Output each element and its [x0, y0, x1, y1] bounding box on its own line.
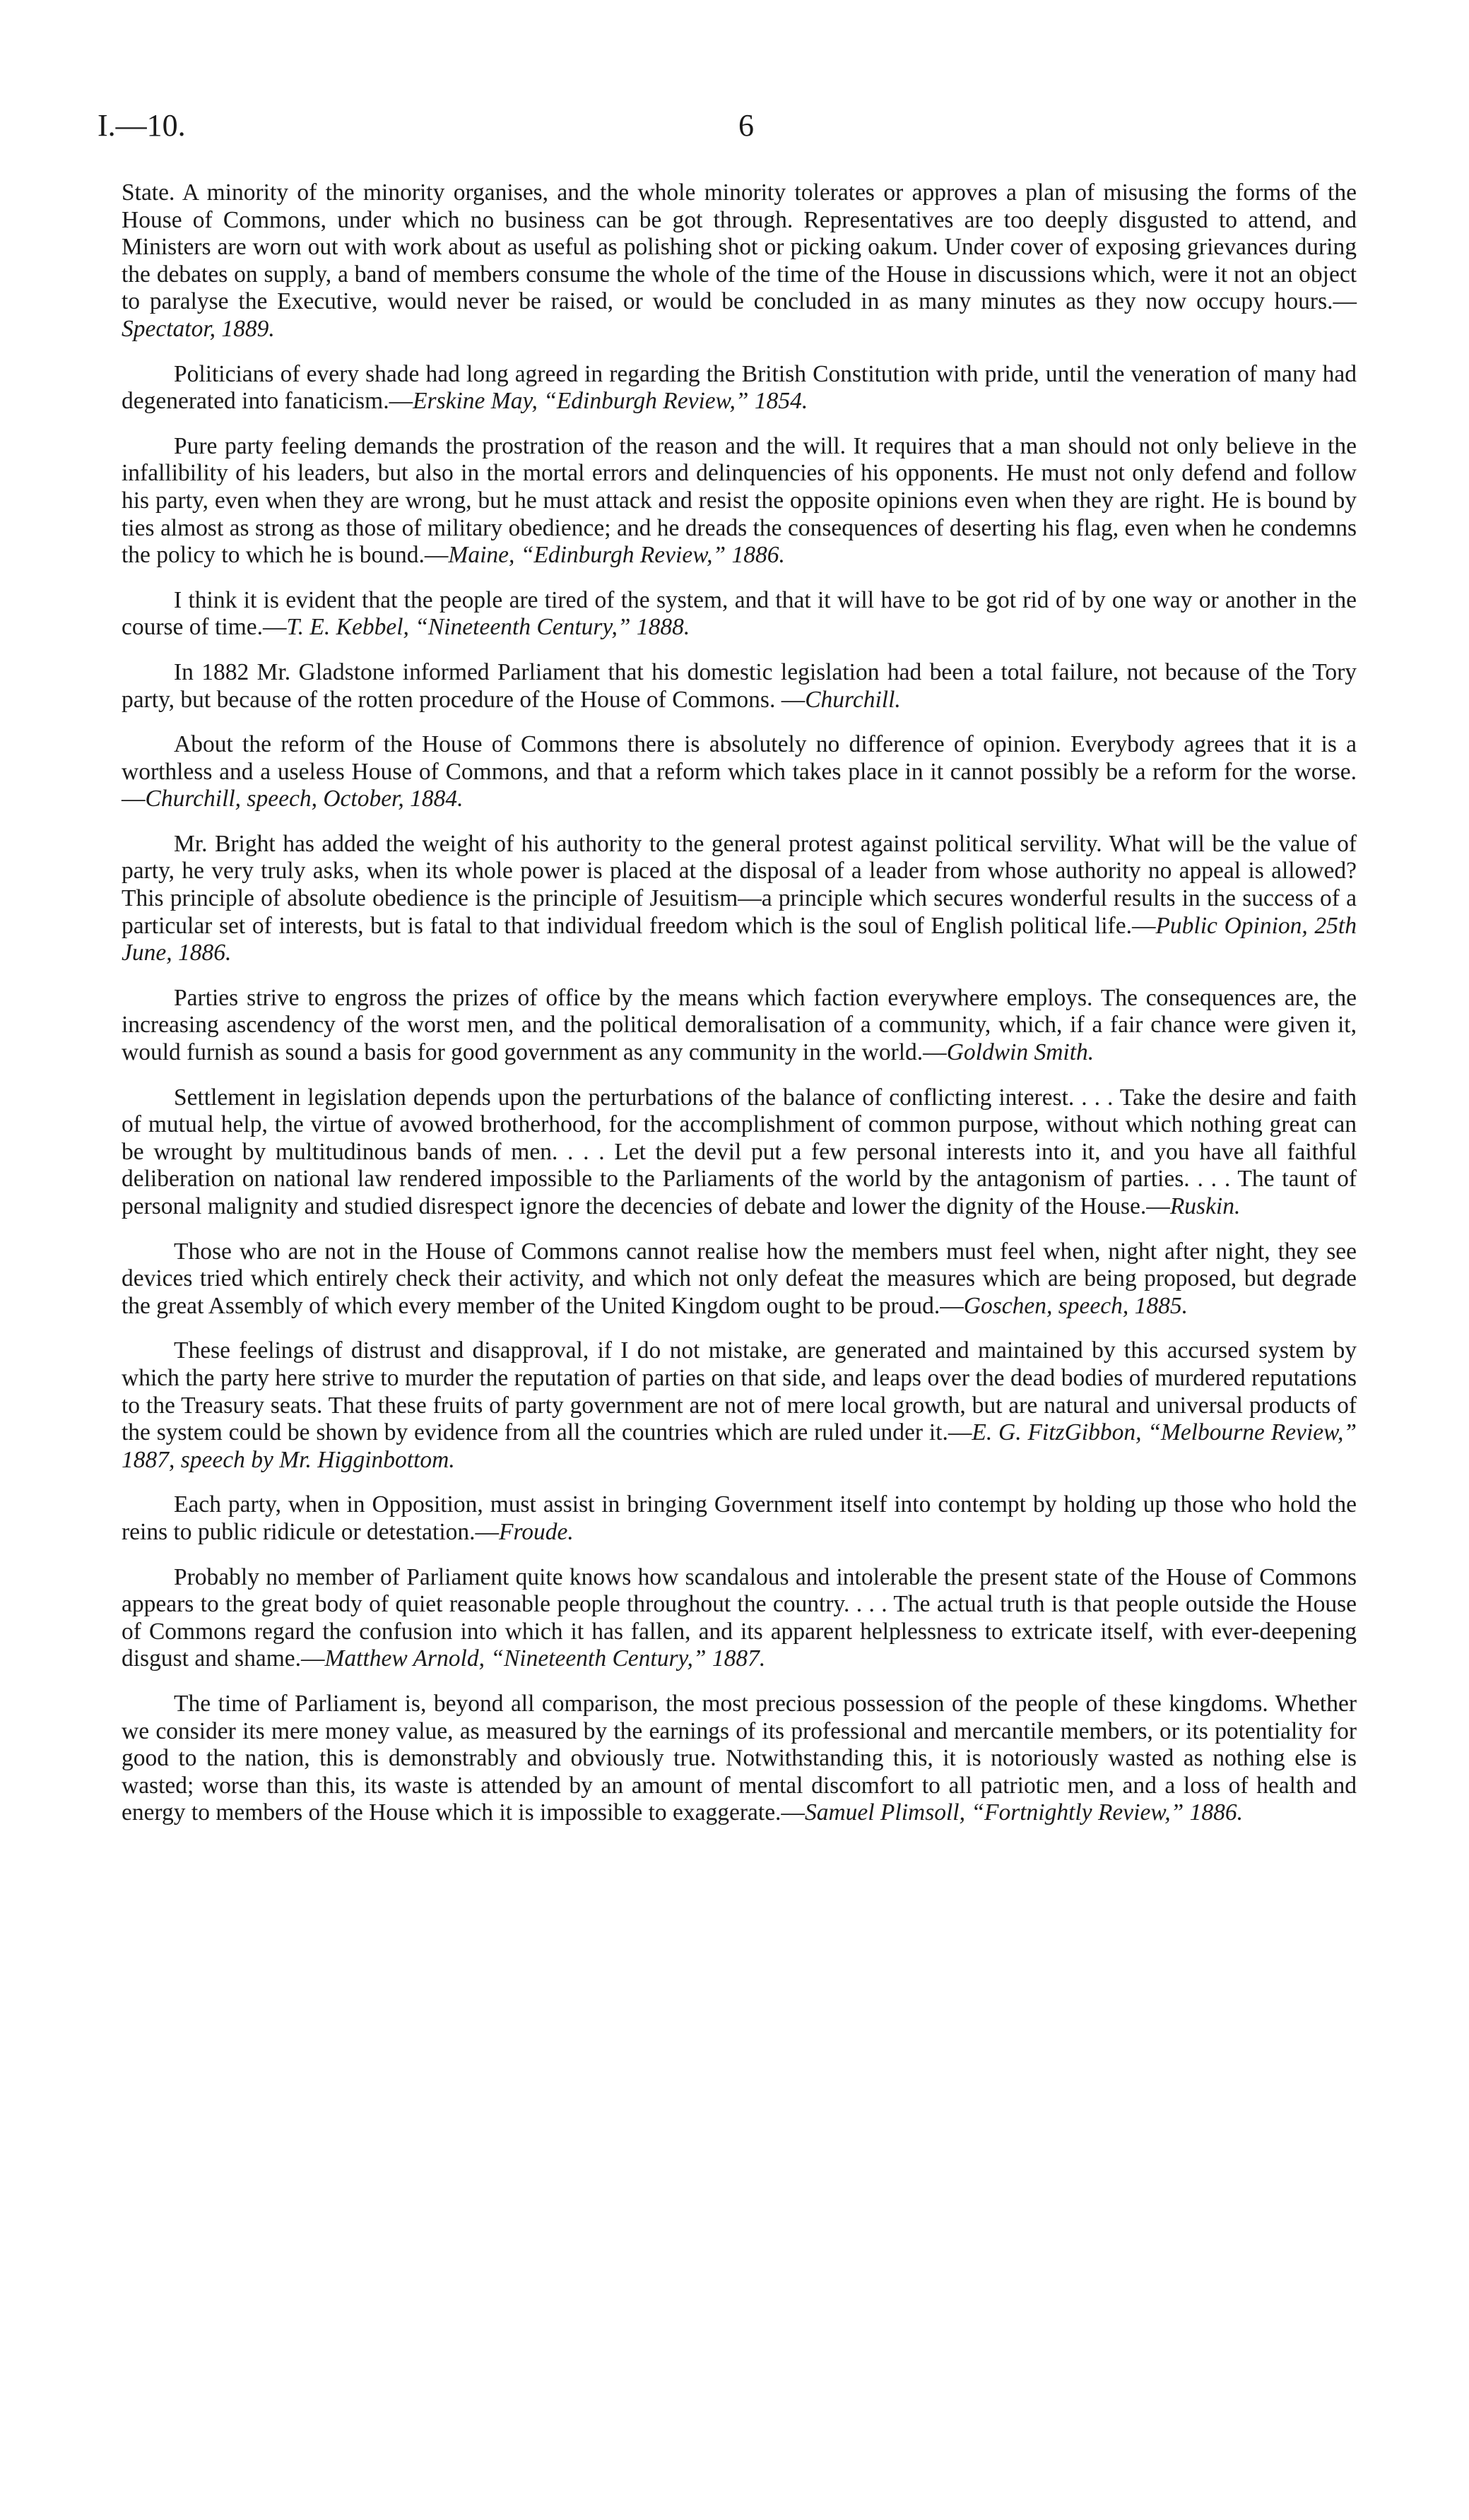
page-header: [98, 105, 1355, 154]
quote-text: Mr. Bright has added the weight of his authority to the general protest against political servility. What will be the value of party, he very truly asks, when its whole power is placed at the disposal of a leader from whose authority no appeal is allowed? This principle of absolute obedience is the principle of Jesuitism—a principle which secures wonderful results in the success of a particular set of interests, but is fatal to that individual freedom which is the soul of English political life.—: [122, 830, 1357, 939]
quote-paragraph: [122, 831, 1357, 967]
quote-paragraph: [122, 1337, 1357, 1474]
quote-source: Churchill.: [805, 686, 901, 713]
quote-text: Probably no member of Parliament quite knows how scandalous and intolerable the present state of the House of Commons appears to the great body of quiet reasonable people throughout the country. . . . The actual truth is that people outside the House of Commons regard the confusion into which it has fallen, and its apparent helplessness to extricate itself, with ever-deepening disgust and shame.—: [122, 1563, 1357, 1672]
quote-text: State. A minority of the minority organises, and the whole minority tolerates or approves a plan of misusing the forms of the House of Commons, under which no business can be got through. Representatives are too deeply disgusted to attend, and Ministers are worn out with work about as useful as polishing shot or picking oakum. Under cover of exposing grievances during the debates on supply, a band of members consume the whole of the time of the House in discussions which, were it not an object to paralyse the Executive, would never be raised, or would be concluded in as many minutes as they now occupy hours.—: [122, 179, 1357, 315]
quote-paragraph: [122, 1084, 1357, 1221]
quote-paragraph: [122, 587, 1357, 641]
quotations-body: [122, 179, 1357, 1845]
quote-source: Samuel Plimsoll, “Fortnightly Review,” 1886.: [804, 1799, 1243, 1826]
quote-text: Politicians of every shade had long agreed in regarding the British Constitution with pride, until the veneration of many had degenerated into fanaticism.—: [122, 360, 1357, 415]
quote-paragraph: [122, 1238, 1357, 1320]
quote-text: In 1882 Mr. Gladstone informed Parliament that his domestic legislation had been a total failure, not because of the Tory party, but because of the rotten procedure of the House of Commons. —: [122, 658, 1357, 713]
document-reference: I.—10.: [98, 108, 186, 143]
quote-text: About the reform of the House of Commons there is absolutely no difference of opinion. Everybody agrees that it is a worthless and a useless House of Commons, and that a reform which takes place in it cannot possibly be a reform for the worse.—: [122, 731, 1357, 812]
quote-text: Settlement in legislation depends upon the perturbations of the balance of conflicting interest. . . . Take the desire and faith of mutual help, the virtue of avowed brotherhood, for the accomplishment of common purpose, without which nothing great can be wrought by multitudinous bands of men. . . . Let the devil put a few personal interests into it, and you have all faithful deliberation on national law rendered impossible to the Parliaments of the world by the antagonism of parties. . . . The taunt of personal malignity and studied disrespect ignore the decencies of debate and lower the dignity of the House.—: [122, 1084, 1357, 1219]
quote-source: Ruskin.: [1169, 1193, 1241, 1219]
quote-paragraph: [122, 1564, 1357, 1673]
quote-paragraph: [122, 1491, 1357, 1546]
quote-text: These feelings of distrust and disapproval, if I do not mistake, are generated and maintained by this accursed system by which the party here strive to murder the reputation of parties on that side, and leaps over the dead bodies of murdered reputations to the Treasury seats. That these fruits of party government are not of mere local growth, but are natural and universal products of the system could be shown by evidence from all the countries which are ruled under it.—: [122, 1337, 1357, 1446]
quote-text: The time of Parliament is, beyond all comparison, the most precious possession of the people of these kingdoms. Whether we consider its mere money value, as measured by the earnings of its professional and mercantile members, or its potentiality for good to the nation, this is demonstrably and obviously true. Notwithstanding this, it is notoriously wasted as nothing else is wasted; worse than this, its waste is attended by an amount of mental discomfort to all patriotic men, and a loss of health and energy to members of the House which it is impossible to exaggerate.—: [122, 1690, 1357, 1826]
quote-text: Parties strive to engross the prizes of office by the means which faction everywhere employs. The consequences are, the increasing ascendency of the worst men, and the political demoralisation of a community, which, if a fair chance were given it, would furnish as sound a basis for good government as any community in the world.—: [122, 984, 1357, 1066]
quote-paragraph: [122, 659, 1357, 714]
quote-paragraph: [122, 985, 1357, 1067]
quote-source: Churchill, speech, October, 1884.: [145, 786, 464, 812]
quote-paragraph: [122, 1691, 1357, 1827]
quote-text: Those who are not in the House of Commons cannot realise how the members must feel when, night after night, they see devices tried which entirely check their activity, and which not only defeat the measures which are being proposed, but degrade the great Assembly of which every member of the United Kingdom ought to be proud.—: [122, 1238, 1357, 1319]
quote-paragraph: [122, 179, 1357, 343]
page-number: 6: [738, 108, 754, 143]
quote-source: T. E. Kebbel, “Nineteenth Century,” 1888.: [286, 614, 690, 641]
quote-paragraph: [122, 731, 1357, 813]
quote-source: Public Opinion, 25th June, 1886.: [122, 912, 1357, 966]
quote-source: Maine, “Edinburgh Review,” 1886.: [448, 542, 785, 569]
quote-source: Goschen, speech, 1885.: [963, 1292, 1188, 1319]
quote-paragraph: [122, 433, 1357, 569]
quote-source: Matthew Arnold, “Nineteenth Century,” 1887.: [324, 1645, 766, 1672]
quote-source: Spectator, 1889.: [122, 315, 275, 342]
quote-source: Froude.: [499, 1518, 574, 1545]
quote-source: Erskine May, “Edinburgh Review,” 1854.: [413, 388, 808, 415]
quote-paragraph: [122, 361, 1357, 415]
quote-text: Each party, when in Opposition, must assist in bringing Government itself into contempt by holding up those who hold the reins to public ridicule or detestation.—: [122, 1491, 1357, 1545]
quote-text: Pure party feeling demands the prostration of the reason and the will. It requires that a man should not only believe in the infallibility of his leaders, but also in the mortal errors and delinquencies of his opponents. He must not only defend and follow his party, even when they are wrong, but he must attack and resist the opposite opinions even when they are right. He is bound by ties almost as strong as those of military obedience; and he dreads the consequences of deserting his flag, even when he condemns the policy to which he is bound.—: [122, 432, 1357, 569]
quote-text: I think it is evident that the people are tired of the system, and that it will have to be got rid of by one way or another in the course of time.—: [122, 586, 1357, 641]
quote-source: Goldwin Smith.: [946, 1039, 1095, 1066]
quote-source: E. G. FitzGibbon, “Melbourne Review,” 1887, speech by Mr. Higginbottom.: [122, 1419, 1357, 1473]
